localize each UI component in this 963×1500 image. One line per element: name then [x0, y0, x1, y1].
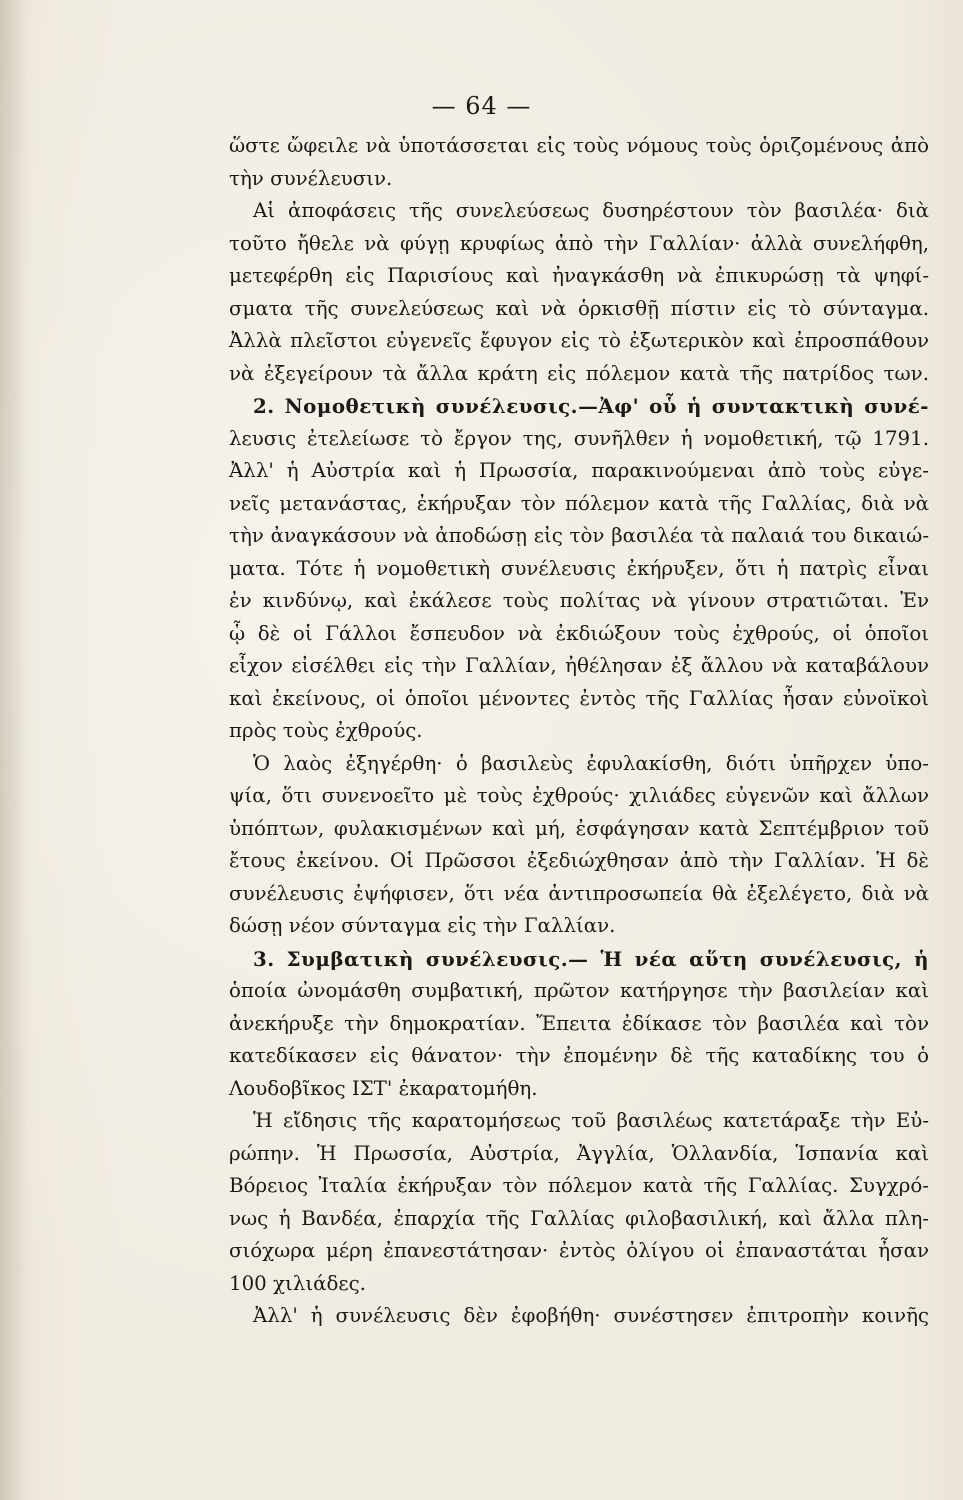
text-line: ἐν κινδύνῳ, καὶ ἐκάλεσε τοὺς πολίτας νὰ γίνουν στρατιῶται. Ἐν — [229, 589, 929, 612]
text-line: νεῖς μετανάστας, ἐκήρυξαν τὸν πόλεμον κατὰ τῆς Γαλλίας, διὰ νὰ — [229, 491, 929, 515]
text-line: σματα τῆς συνελεύσεως καὶ νὰ ὁρκισθῇ πίστιν εἰς τὸ σύνταγμα. — [229, 296, 929, 320]
page-number: — 64 — — [431, 92, 532, 120]
text-line: νὰ ἐξεγείρουν τὰ ἄλλα κράτη εἰς πόλεμον κατὰ τῆς πατρίδος των. — [229, 361, 929, 385]
text-line: σιόχωρα μέρη ἐπανεστάτησαν· ἐντὸς ὀλίγου οἱ ἐπαναστάται ἦσαν — [229, 1239, 929, 1262]
text-line: τοῦτο ἤθελε νὰ φύγῃ κρυφίως ἀπὸ τὴν Γαλλίαν· ἀλλὰ συνελήφθη, — [229, 231, 929, 255]
text-line: πρὸς τοὺς ἐχθρούς. — [229, 719, 423, 742]
text-line: ματα. Τότε ἡ νομοθετικὴ συνέλευσις ἐκήρυξεν, ὅτι ἡ πατρὶς εἶναι — [229, 556, 929, 580]
text-line: 100 χιλιάδες. — [229, 1271, 366, 1295]
text-line: μετεφέρθη εἰς Παρισίους καὶ ἠναγκάσθη νὰ ἐπικυρώσῃ τὰ ψηφί- — [229, 264, 929, 287]
text-line: δώσῃ νέον σύνταγμα εἰς τὴν Γαλλίαν. — [229, 914, 616, 937]
text-line: ἀνεκήρυξε τὴν δημοκρατίαν. Ἔπειτα ἐδίκασε τὸν βασιλέα καὶ τὸν — [229, 1011, 929, 1035]
text-line: λευσις ἐτελείωσε τὸ ἔργον της, συνῆλθεν ἡ νομοθετική, τῷ 1791. — [229, 426, 929, 450]
text-line: νως ἡ Βανδέα, ἐπαρχία τῆς Γαλλίας φιλοβασιλική, καὶ ἄλλα πλη- — [229, 1206, 929, 1230]
text-line: Βόρειος Ἰταλία ἐκήρυξαν τὸν πόλεμον κατὰ τῆς Γαλλίας. Συγχρό- — [229, 1174, 929, 1197]
text-line: Ἀλλ' ἡ Αὐστρία καὶ ἡ Πρωσσία, παρακινούμεναι ἀπὸ τοὺς εὐγε- — [229, 459, 929, 482]
text-line: συνέλευσις ἐψήφισεν, ὅτι νέα ἀντιπροσωπεία θὰ ἐξελέγετο, διὰ νὰ — [229, 881, 929, 905]
text-line: Ἡ εἴδησις τῆς καρατομήσεως τοῦ βασιλέως κατετάραξε τὴν Εὐ- — [253, 1109, 929, 1132]
text-line: ψία, ὅτι συνενοεῖτο μὲ τοὺς ἐχθρούς· χιλιάδες εὐγενῶν καὶ ἄλλων — [229, 784, 929, 807]
text-line: Ἀλλὰ πλεῖστοι εὐγενεῖς ἔφυγον εἰς τὸ ἐξωτερικὸν καὶ ἐπροσπάθουν — [229, 329, 929, 352]
section-heading-line: 2. Νομοθετικὴ συνέλευσις.—Ἀφ' οὗ ἡ συντακτικὴ συνέ- — [253, 394, 929, 418]
text-line: ὁποία ὠνομάσθη συμβατική, πρῶτον κατήργησε τὴν βασιλείαν καὶ — [229, 979, 929, 1002]
text-line: ρώπην. Ἡ Πρωσσία, Αὐστρία, Ἀγγλία, Ὁλλανδία, Ἱσπανία καὶ — [229, 1141, 929, 1165]
text-line: ὥστε ὤφειλε νὰ ὑποτάσσεται εἰς τοὺς νόμους τοὺς ὁριζομένους ἀπὸ — [229, 134, 929, 157]
text-line: ὑπόπτων, φυλακισμένων καὶ μή, ἐσφάγησαν κατὰ Σεπτέμβριον τοῦ — [229, 816, 929, 840]
body-text — [229, 130, 961, 1333]
text-line: τὴν ἀναγκάσουν νὰ ἀποδώσῃ εἰς τὸν βασιλέα τὰ παλαιά του δικαιώ- — [229, 524, 929, 547]
binding-shadow — [0, 0, 28, 1500]
text-line: ᾧ δὲ οἱ Γάλλοι ἔσπευδον νὰ ἐκδιώξουν τοὺς ἐχθρούς, οἱ ὁποῖοι — [229, 621, 929, 645]
text-line: κατεδίκασεν εἰς θάνατον· τὴν ἐπομένην δὲ τῆς καταδίκης του ὁ — [229, 1044, 929, 1067]
text-line: καὶ ἐκείνους, οἱ ὁποῖοι μένοντες ἐντὸς τῆς Γαλλίας ἦσαν εὐνοϊκοὶ — [229, 686, 929, 710]
text-line: εἶχον εἰσέλθει εἰς τὴν Γαλλίαν, ἠθέλησαν ἐξ ἄλλου νὰ καταβάλουν — [229, 654, 929, 677]
text-line: ἔτους ἐκείνου. Οἱ Πρῶσσοι ἐξεδιώχθησαν ἀπὸ τὴν Γαλλίαν. Ἡ δὲ — [229, 849, 929, 872]
text-line: Αἱ ἀποφάσεις τῆς συνελεύσεως δυσηρέστουν τὸν βασιλέα· διὰ — [253, 199, 929, 222]
text-line: Ἀλλ' ἡ συνέλευσις δὲν ἐφοβήθη· συνέστησεν ἐπιτροπὴν κοινῆς — [253, 1304, 929, 1327]
section-heading-line: 3. Συμβατικὴ συνέλευσις.— Ἡ νέα αὕτη συνέλευσις, ἡ — [253, 946, 929, 971]
text-line: Λουδοβῖκος ΙΣΤ' ἐκαρατομήθη. — [229, 1076, 538, 1100]
text-line: Ὁ λαὸς ἐξηγέρθη· ὁ βασιλεὺς ἐφυλακίσθη, διότι ὑπῆρχεν ὑπο- — [253, 751, 929, 775]
text-line: τὴν συνέλευσιν. — [229, 166, 393, 190]
